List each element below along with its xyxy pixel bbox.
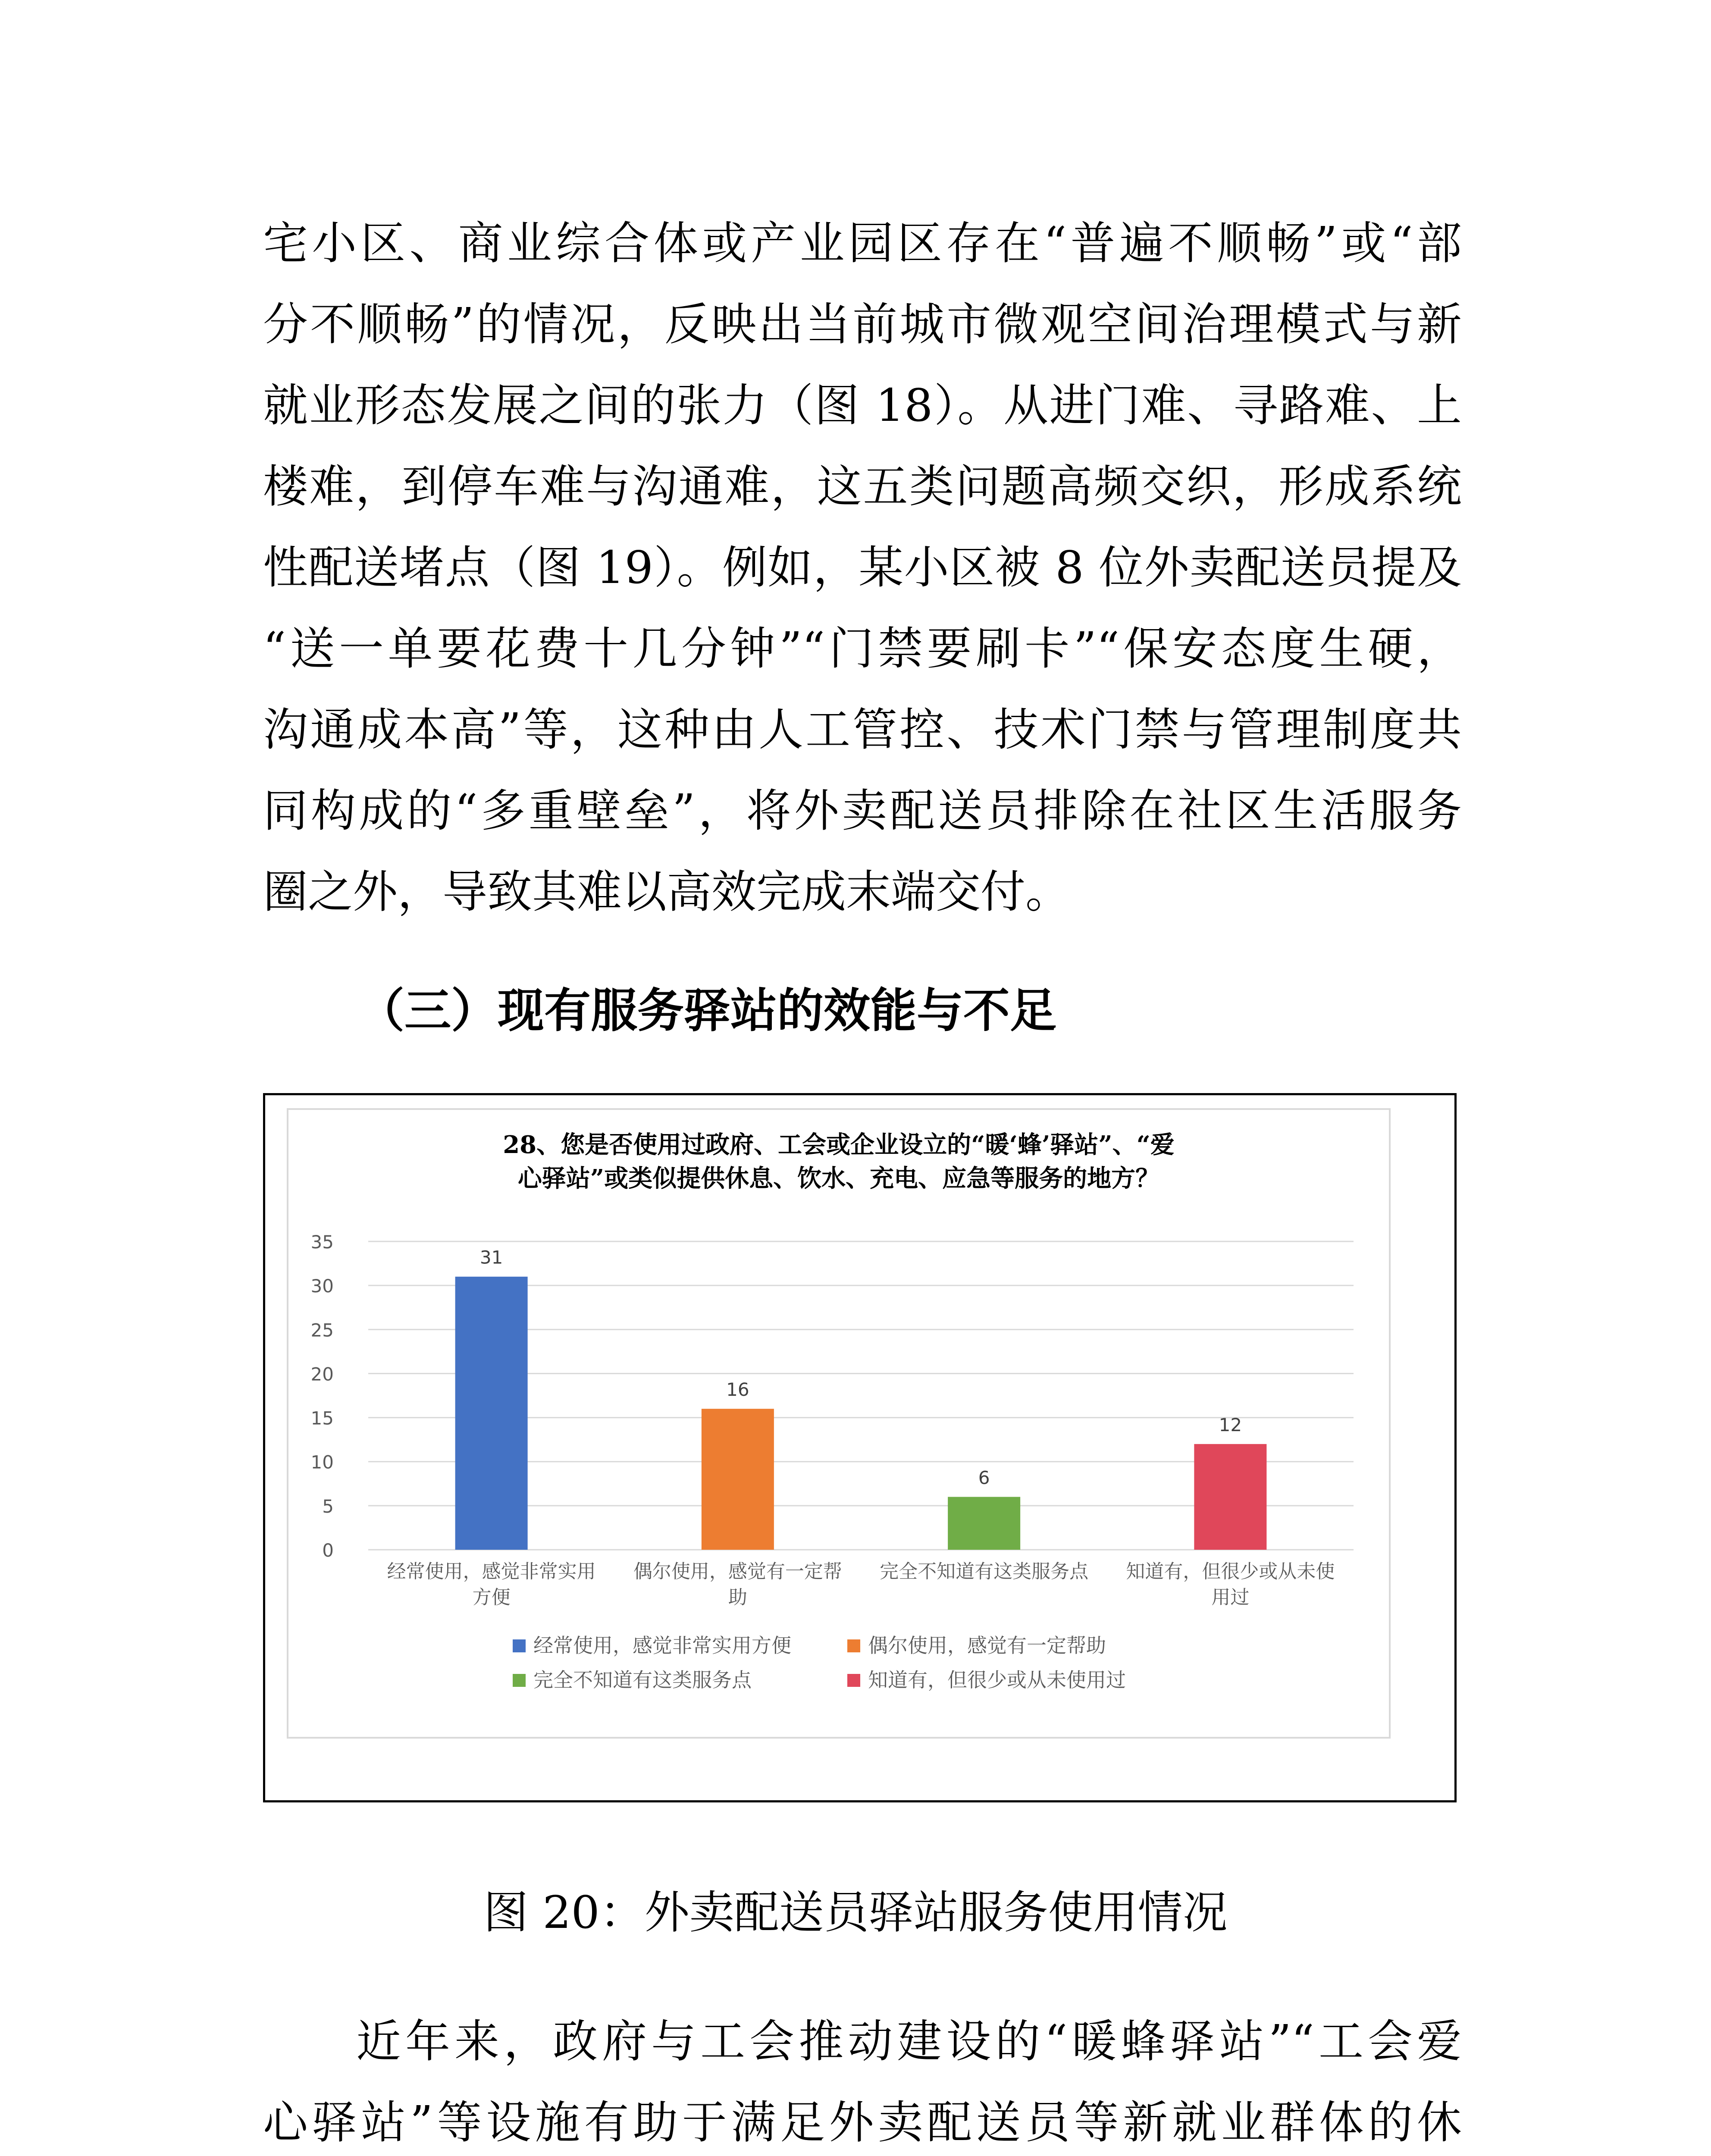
y-tick-label: 0 [322,1540,334,1561]
bar [702,1409,774,1550]
data-label: 16 [726,1379,749,1401]
bar [455,1277,528,1550]
figure-caption: 图 20：外卖配送员驿站服务使用情况 [483,1886,1228,1939]
legend-swatch [513,1674,526,1687]
legend-entry: 完全不知道有这类服务点 [533,1668,752,1692]
y-tick-label: 20 [310,1363,334,1385]
x-axis-labels [387,1561,1335,1608]
legend-entry: 经常使用，感觉非常实用方便 [533,1634,791,1657]
paragraph-line: 分不顺畅”的情况，反映出当前城市微观空间治理模式与新 [263,298,1462,351]
legend-entry: 偶尔使用，感觉有一定帮助 [868,1634,1106,1657]
x-axis-label: 方便 [472,1586,511,1608]
chart-title-line-1: 28、您是否使用过政府、工会或企业设立的“暖‘蜂’驿站”、“爱 [503,1131,1175,1159]
y-tick-label: 10 [310,1451,334,1473]
bar-chart [288,1110,1389,1737]
x-axis-label: 知道有，但很少或从未使 [1126,1561,1335,1583]
legend [513,1634,1126,1692]
body-paragraph-1 [263,203,1462,932]
section-heading: （三）现有服务驿站的效能与不足 [358,984,1057,1038]
bar [948,1497,1020,1550]
legend-swatch [847,1639,860,1652]
paragraph-line: 沟通成本高”等，这种由人工管控、技术门禁与管理制度共 [263,703,1462,756]
x-axis-label: 助 [728,1586,747,1608]
data-labels [480,1247,1242,1489]
chart-title-line-2: 心驿站”或类似提供休息、饮水、充电、应急等服务的地方？ [517,1164,1160,1193]
y-tick-label: 25 [310,1319,334,1341]
paragraph-line: 近年来，政府与工会推动建设的“暖蜂驿站”“工会爱 [356,2015,1462,2068]
legend-swatch [513,1639,526,1652]
x-axis-label: 完全不知道有这类服务点 [880,1561,1089,1583]
data-label: 31 [479,1247,503,1268]
bars [455,1277,1267,1550]
paragraph-line: 就业形态发展之间的张力（图 18）。从进门难、寻路难、上 [263,379,1462,432]
paragraph-line: 楼难，到停车难与沟通难，这五类问题高频交织，形成系统 [263,460,1462,513]
y-tick-label: 5 [322,1495,334,1517]
paragraph-line: 心驿站”等设施有助于满足外卖配送员等新就业群体的休 [263,2096,1462,2149]
y-tick-label: 35 [310,1232,334,1253]
x-axis-label: 经常使用，感觉非常实用 [387,1561,596,1583]
chart-area [287,1108,1391,1739]
y-axis-ticks [311,1232,334,1561]
paragraph-line: 宅小区、商业综合体或产业园区存在“普遍不顺畅”或“部 [263,217,1462,270]
legend-entry: 知道有，但很少或从未使用过 [868,1668,1126,1692]
x-axis-label: 用过 [1211,1586,1250,1608]
data-label: 12 [1219,1414,1242,1435]
x-axis-label: 偶尔使用，感觉有一定帮 [633,1561,842,1583]
paragraph-line: 同构成的“多重壁垒”，将外卖配送员排除在社区生活服务 [263,784,1462,837]
paragraph-line: 圈之外，导致其难以高效完成末端交付。 [263,865,1071,918]
y-tick-label: 15 [310,1407,334,1429]
data-label: 6 [978,1467,990,1489]
body-paragraph-2 [263,2001,1462,2156]
legend-swatch [847,1674,860,1687]
paragraph-line: “送一单要花费十几分钟”“门禁要刷卡”“保安态度生硬， [263,622,1462,675]
y-tick-label: 30 [310,1275,334,1297]
bar [1194,1444,1266,1550]
paragraph-line: 性配送堵点（图 19）。例如，某小区被 8 位外卖配送员提及 [263,541,1462,594]
